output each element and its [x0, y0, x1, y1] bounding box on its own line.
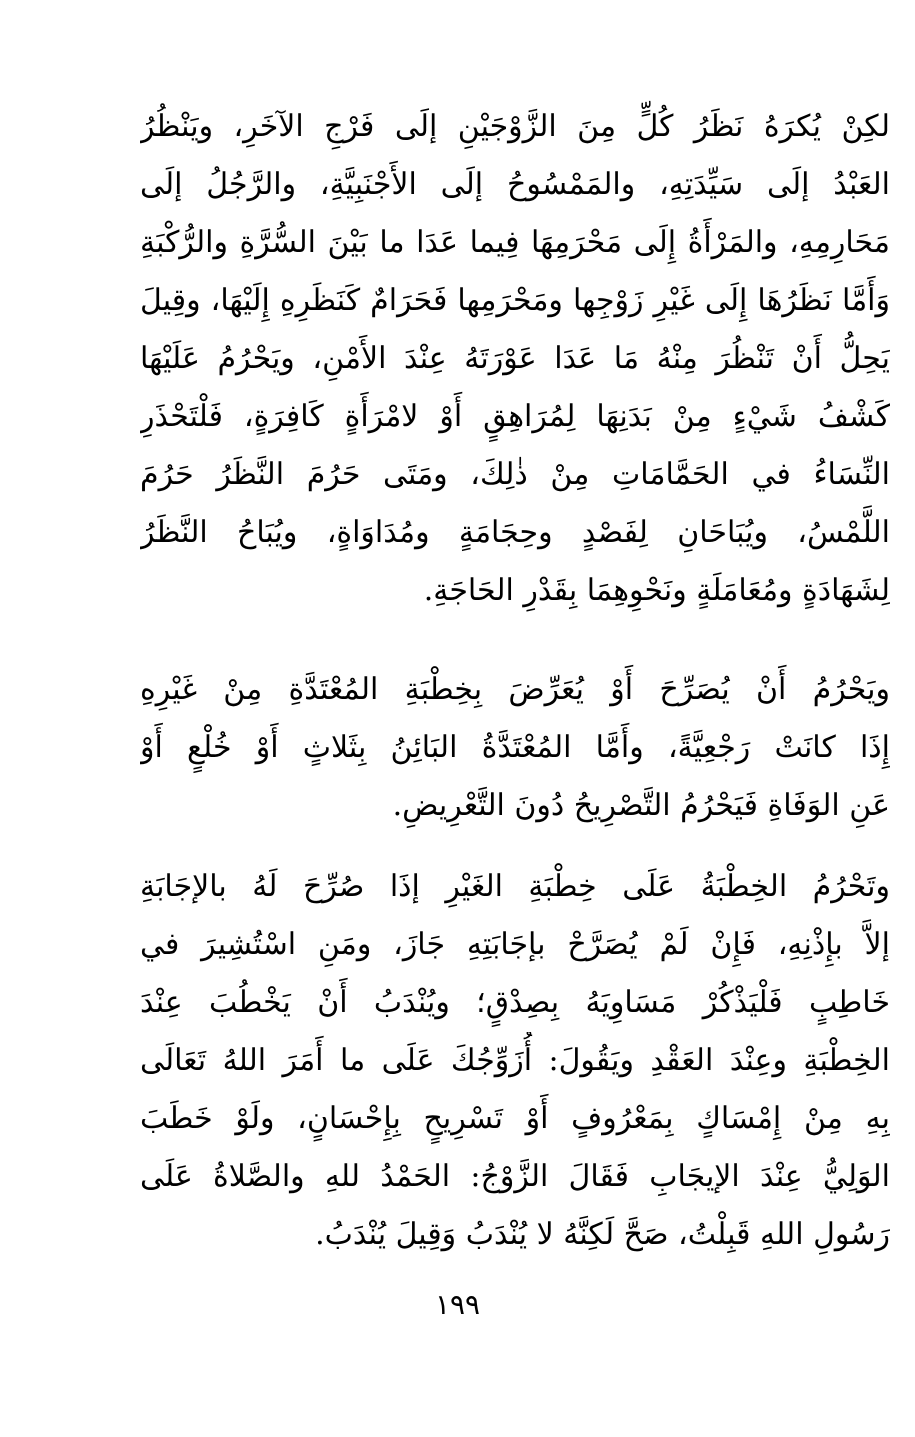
text-line: إلاَّ بإِذْنِهِ، فَإِنْ لَمْ يُصَرَّحْ بإجَابَتِهِ جَازَ، ومَنِ اسْتُشِيرَ في: [140, 927, 890, 962]
text-line: عَنِ الوَفَاةِ فَيَحْرُمُ التَّصْرِيحُ دُونَ التَّعْرِيضِ.: [392, 788, 890, 823]
text-line: لِشَهَادَةٍ ومُعَامَلَةٍ ونَحْوِهِمَا بِقَدْرِ الحَاجَةِ.: [423, 573, 890, 608]
text-line: خَاطِبٍ فَلْيَذْكُرْ مَسَاوِيَهُ بِصِدْقٍ؛ ويُنْدَبُ أَنْ يَخْطُبَ عِنْدَ: [140, 985, 890, 1020]
text-line: الخِطْبَةِ وعِنْدَ العَقْدِ ويَقُولَ: أُزَوِّجُكَ عَلَى ما أَمَرَ اللهُ تَعَالَى: [140, 1043, 890, 1078]
text-line: إِذَا كانَتْ رَجْعِيَّةً، وأَمَّا المُعْتَدَّةُ البَائِنُ بِثَلاثٍ أَوْ خُلْعٍ أَوْ: [140, 730, 890, 765]
text-line: رَسُولِ اللهِ قَبِلْتُ، صَحَّ لَكِنَّهُ لا يُنْدَبُ وَقِيلَ يُنْدَبُ.: [315, 1217, 890, 1252]
text-line: الوَلِيُّ عِنْدَ الإيجَابِ فَقَالَ الزَّوْجُ: الحَمْدُ للهِ والصَّلاةُ عَلَى: [140, 1159, 890, 1194]
text-line: وَأَمَّا نَظَرُهَا إِلَى غَيْرِ زَوْجِها ومَحْرَمِها فَحَرَامٌ كَنَظَرِهِ إِلَيْهَا، وقِيلَ: [140, 283, 890, 318]
text-line: اللَّمْسُ، ويُبَاحَانِ لِفَصْدٍ وحِجَامَةٍ ومُدَاوَاةٍ، ويُبَاحُ النَّظَرُ: [140, 515, 890, 550]
paragraph-2: [140, 661, 890, 835]
text-line: النِّسَاءُ في الحَمَّامَاتِ مِنْ ذٰلِكَ، ومَتَى حَرُمَ النَّظَرُ حَرُمَ: [140, 457, 890, 492]
page-number: ١٩٩: [434, 1288, 481, 1321]
paragraph-1: [140, 98, 890, 620]
text-line: وتَحْرُمُ الخِطْبَةُ عَلَى خِطْبَةِ الغَيْرِ إذَا صُرِّحَ لَهُ بالإجَابَةِ: [140, 869, 890, 904]
text-line: ويَحْرُمُ أَنْ يُصَرِّحَ أَوْ يُعَرِّضَ بِخِطْبَةِ المُعْتَدَّةِ مِنْ غَيْرِهِ: [140, 672, 890, 707]
text-line: لكِنْ يُكرَهُ نَظَرُ كُلٍّ مِنَ الزَّوْجَيْنِ إلَى فَرْجِ الآخَرِ، ويَنْظُرُ: [140, 109, 890, 144]
paragraph-3: [140, 858, 890, 1264]
text-line: العَبْدُ إلَى سَيِّدَتِهِ، والمَمْسُوحُ إلَى الأَجْنَبِيَّةِ، والرَّجُلُ إلَى: [140, 167, 890, 202]
text-line: مَحَارِمِهِ، والمَرْأَةُ إِلَى مَحْرَمِهَا فِيما عَدَا ما بَيْنَ السُّرَّةِ والرُّكْبَةِ: [140, 225, 890, 260]
text-line: يَحِلُّ أَنْ تَنْظُرَ مِنْهُ مَا عَدَا عَوْرَتَهُ عِنْدَ الأَمْنِ، ويَحْرُمُ عَلَيْهَا: [140, 341, 890, 376]
text-line: كَشْفُ شَيْءٍ مِنْ بَدَنِهَا لِمُرَاهِقٍ أَوْ لامْرَأَةٍ كَافِرَةٍ، فَلْتَحْذَرِ: [140, 399, 890, 434]
text-line: بِهِ مِنْ إِمْسَاكٍ بِمَعْرُوفٍ أَوْ تَسْرِيحٍ بِإِحْسَانٍ، ولَوْ خَطَبَ: [140, 1101, 890, 1136]
